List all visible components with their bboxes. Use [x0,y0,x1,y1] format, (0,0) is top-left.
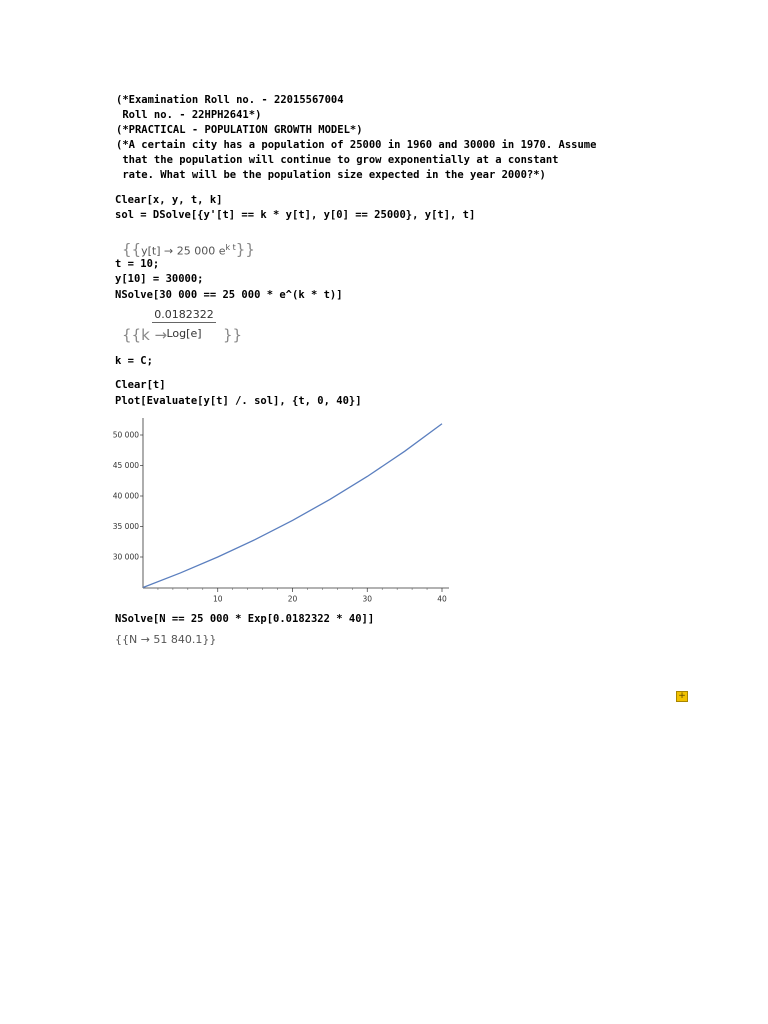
comment-problem-line3: rate. What will be the population size expected in the year 2000?*) [116,169,546,181]
output-dsolve-exponent: k t [225,243,236,252]
output-k-brace-open: {{k → [122,326,168,344]
input-nsolve-n[interactable]: NSolve[N == 25 000 * Exp[0.0182322 * 40]] [115,613,375,625]
input-nsolve-k[interactable]: NSolve[30 000 == 25 000 * e^(k * t)] [115,289,343,301]
output-k-denominator: Log[e] [166,327,202,340]
input-clear-vars[interactable]: Clear[x, y, t, k] [115,194,223,206]
output-brace-open: {{ [122,240,142,259]
output-dsolve-expr: y[t] → 25 000 e [141,244,226,258]
comment-problem-line2: that the population will continue to grow exponentially at a constant [116,154,559,166]
comment-problem-line1: (*A certain city has a population of 25000 in 1960 and 30000 in 1970. Assume [116,139,597,151]
output-nsolve-n: {{N → 51 840.1}} [115,633,217,646]
input-clear-t[interactable]: Clear[t] [115,379,166,391]
comment-roll-no: Roll no. - 22HPH2641*) [116,109,262,121]
input-t-assign[interactable]: t = 10; [115,258,160,270]
y-tick-label: 35 000 [112,522,139,531]
x-tick-label: 40 [437,594,447,602]
y-tick-label: 45 000 [112,461,139,470]
input-plot[interactable]: Plot[Evaluate[y[t] /. sol], {t, 0, 40}] [115,395,362,407]
input-k-assign[interactable]: k = C; [115,355,153,367]
fraction-bar [152,322,216,323]
output-k-brace-close: }} [223,326,243,344]
y-tick-label: 50 000 [112,430,139,440]
x-tick-label: 30 [362,594,373,602]
output-brace-close: }} [235,240,255,259]
population-curve [143,424,442,588]
output-dsolve [115,228,255,258]
plus-icon[interactable]: + [676,691,688,702]
output-k-numerator: 0.0182322 [154,308,214,321]
y-tick-label: 30 000 [112,552,139,562]
input-dsolve[interactable]: sol = DSolve[{y'[t] == k * y[t], y[0] == 25000}, y[t], t] [115,209,476,221]
y-tick-label: 40 000 [112,491,139,501]
x-tick-label: 20 [287,594,298,602]
x-tick-label: 10 [212,594,223,602]
comment-roll-exam: (*Examination Roll no. - 22015567004 [116,94,344,106]
output-k-suffix [216,316,242,343]
population-plot [110,410,455,602]
comment-practical-title: (*PRACTICAL - POPULATION GROWTH MODEL*) [116,124,363,136]
input-y10-assign[interactable]: y[10] = 30000; [115,273,204,285]
